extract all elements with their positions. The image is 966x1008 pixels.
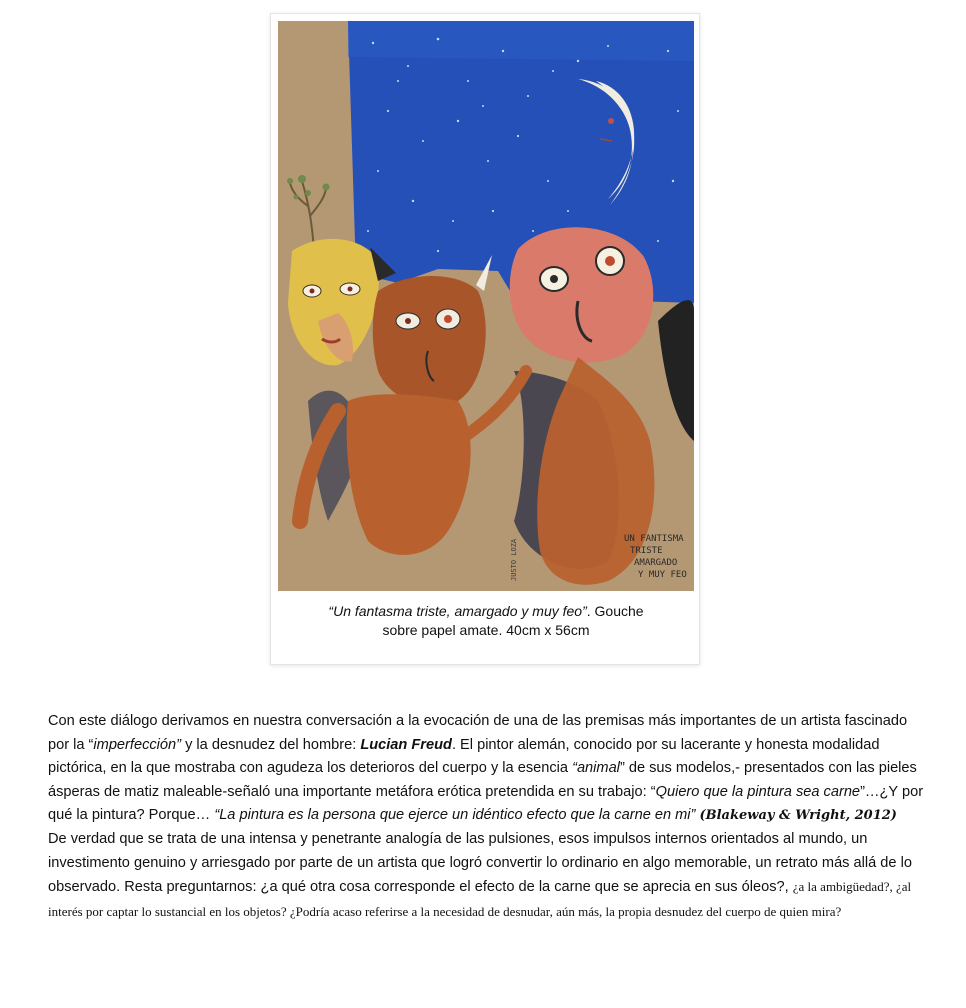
caption-line-2: sobre papel amate. 40cm x 56cm [382, 622, 590, 638]
p2-text: De verdad que se trata de una intensa y penetrante analogía de las pulsiones, esos impulsos internos orientados al mundo, un investimento genuino y arriesgado por parte de un artista que logró convertir lo ordinario en algo memorable, un retrato más allá de lo observado. Resta preguntarnos: ¿a qué otra cosa corresponde el efecto de la carne que se aprecia en sus óleos?, [48, 830, 912, 896]
painting-inscription-line: TRISTE [630, 546, 663, 556]
quote-carne: Quiero que la pintura sea carne [655, 783, 861, 800]
painting-inscription-line: AMARGADO [634, 558, 678, 568]
p1-text: y la desnudez del hombre: [181, 736, 361, 753]
caption-line-1 [271, 602, 701, 621]
p1-text: . El pintor alemán, conocido por su lacerante y honesta modalidad pictórica, en la que mostraba con agudeza los deterioros del cuerpo y la esencia [48, 736, 880, 777]
paragraph-1 [48, 710, 928, 828]
article-body [48, 710, 928, 924]
caption-medium: . Gouche [586, 603, 644, 619]
painting-image [278, 21, 694, 591]
p1-text: ”…¿Y por qué la pintura? Porque… [48, 783, 924, 824]
p2-serif-questions: ¿a la ambigüedad?, ¿al interés por captar lo sustancial en los objetos? ¿Podría acaso referirse a la necesidad de desnudar, aún más, la propia desnudez del cuerpo de quien mira? [48, 879, 912, 919]
quote-pintura: “La pintura es la persona que ejerce un idéntico efecto que la carne en mi” [214, 807, 696, 824]
painting-inscription-line: Y MUY FEO [638, 570, 687, 580]
p1-text: ” de sus modelos,- presentados con las pieles ásperas de matiz maleable-señaló una importante metáfora erótica pretendida en su trabajo: “ [48, 760, 917, 800]
caption-title: “Un fantasma triste, amargado y muy feo” [328, 603, 587, 619]
figure-card [270, 13, 700, 665]
p1-emphasis-imperfeccion: imperfección” [93, 736, 182, 753]
painting-svg [278, 21, 694, 591]
paragraph-2 [48, 828, 928, 924]
p1-emphasis-animal: “animal [572, 760, 620, 777]
artist-name: Lucian Freud [360, 736, 452, 753]
figure-caption [271, 602, 701, 640]
painting-signature: JUSTO LOZA [510, 538, 518, 581]
citation: (Blakeway & Wright, 2012) [699, 808, 897, 824]
p1-text: Con este diálogo derivamos en nuestra conversación a la evocación de una de las premisas más importantes de un artista fascinado por la “ [48, 713, 908, 753]
painting-inscription-line: UN FANTISMA [624, 534, 684, 544]
